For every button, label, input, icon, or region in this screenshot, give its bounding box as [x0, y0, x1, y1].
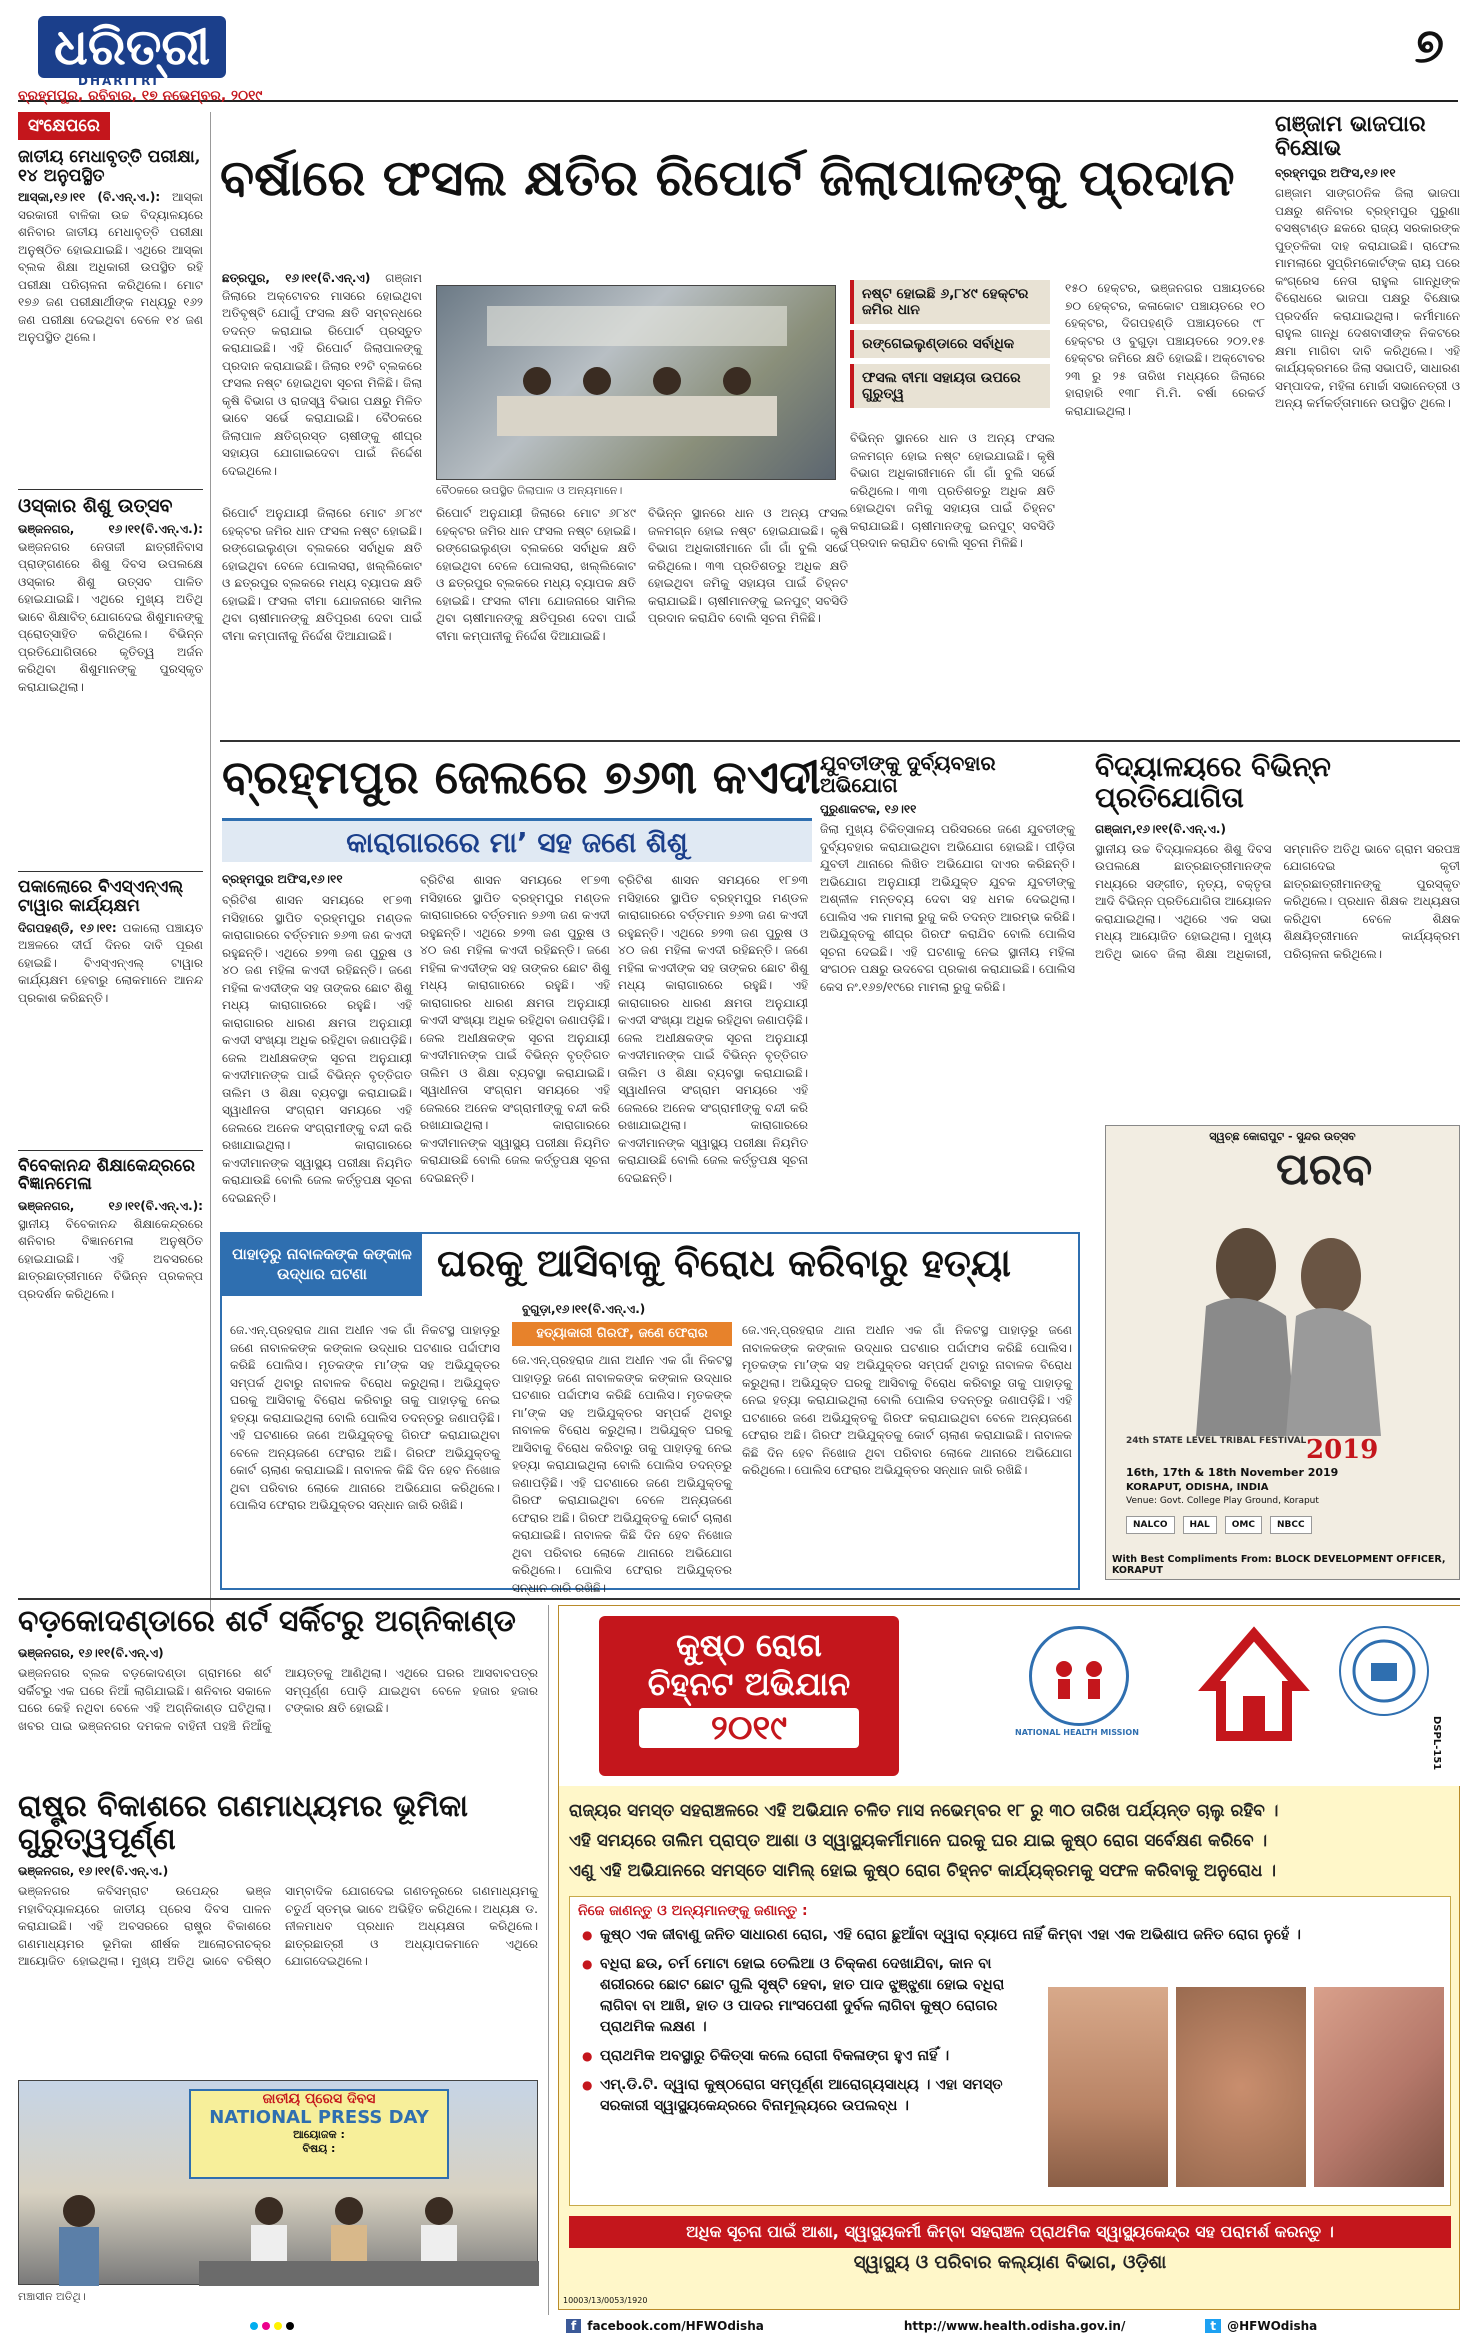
home-ribbon-icon [1199, 1626, 1309, 1746]
divider [18, 1150, 203, 1151]
parab-dates: 16th, 17th & 18th November 2019 [1126, 1466, 1339, 1479]
page-number: ୭ [1414, 18, 1444, 74]
section-rule [18, 1598, 1460, 1600]
nhm-label: NATIONAL HEALTH MISSION [1015, 1728, 1139, 1737]
meeting-photo-icon [437, 286, 837, 481]
murder-bar: ହତ୍ୟାକାରୀ ଗିରଫ, ଜଣେ ଫେରାର [512, 1322, 732, 1346]
jail-headline: ବ୍ରହ୍ମପୁର ଜେଲରେ ୭୬୩ କଏଦୀ [222, 750, 821, 804]
press-banner-en: NATIONAL PRESS DAY [209, 2107, 429, 2128]
press-body: ଭଞ୍ଜନଗର କବିସମ୍ରାଟ ଉପେନ୍ଦ୍ର ଭଞ୍ଜ ମହାବିଦ୍ୟାଳୟରେ ଜାତୀୟ ପ୍ରେସ ଦିବସ ପାଳନ କରାଯାଇଛି। ଏହି ଅବସରରେ ରାଷ୍ଟ୍ର ବିକାଶରେ ଗଣମାଧ୍ୟମର ଭୂମିକା ଶୀର୍ଷକ ଆଲୋଚନାଚକ୍ର ଆୟୋଜିତ ହୋଇଥିଲା। ମୁଖ୍ୟ ଅତିଥି ଭାବେ ବରିଷ୍ଠ ସାମ୍ବାଦିକ ଯୋଗଦେଇ ଗଣତନ୍ତ୍ରରେ ଗଣମାଧ୍ୟମକୁ ଚତୁର୍ଥ ସ୍ତମ୍ଭ ଭାବେ ଅଭିହିତ କରିଥିଲେ। ଅଧ୍ୟକ୍ଷ ଡ. ନୀଳମାଧବ ପ୍ରଧାନ ଅଧ୍ୟକ୍ଷତା କରିଥିଲେ। ଛାତ୍ରଛାତ୍ରୀ ଓ ଅଧ୍ୟାପକମାନେ ଏଥିରେ ଯୋଗଦେଇଥିଲେ। [18, 1884, 538, 1968]
misbehave-body: ଜିଲା ମୁଖ୍ୟ ଚିକିତ୍ସାଳୟ ପରିସରରେ ଜଣେ ଯୁବତୀଙ୍କୁ ଦୁର୍ବ୍ୟବହାର କରାଯାଇଥିବା ଅଭିଯୋଗ ହୋଇଛି। ପୀଡ଼ିତା ଯୁବତୀ ଥାନାରେ ଲିଖିତ ଅଭିଯୋଗ ଦାଏର କରିଛନ୍ତି। ଅଭିଯୋଗ ଅନୁଯାୟୀ ଅଭିଯୁକ୍ତ ଯୁବକ ଯୁବତୀଙ୍କୁ ଅଶ୍ଳୀଳ ମନ୍ତବ୍ୟ ଦେବା ସହ ଧମକ ଦେଇଥିଲା। ପୋଲିସ ଏକ ମାମଲା ରୁଜୁ କରି ତଦନ୍ତ ଆରମ୍ଭ କରିଛି। ଅଭିଯୁକ୍ତକୁ ଶୀଘ୍ର ଗିରଫ କରାଯିବ ବୋଲି ପୋଲିସ ସୂଚନା ଦେଇଛି। ଏହି ଘଟଣାକୁ ନେଇ ସ୍ଥାନୀୟ ମହିଳା ସଂଗଠନ ପକ୍ଷରୁ ଉଦବେଗ ପ୍ରକାଶ କରାଯାଇଛି। ପୋଲିସ କେସ ନଂ.୧୬୭/୧୯ରେ ମାମଲା ରୁଜୁ କରିଛି। [820, 822, 1075, 994]
brief-headline: ଜାତୀୟ ମେଧାବୃତ୍ତି ପରୀକ୍ଷା, ୧୪ ଅନୁପସ୍ଥିତ [18, 147, 201, 186]
press-story [18, 1790, 538, 2310]
bjp-body: ଗଞ୍ଜାମ ସାଙ୍ଗଠନିକ ଜିଲା ଭାଜପା ପକ୍ଷରୁ ଶନିବାର ବ୍ରହ୍ମପୁର ପୁରୁଣା ବସଷ୍ଟାଣ୍ଡ ଛକରେ ରାଜ୍ୟ ସରକାରଙ୍କ ପୁତ୍ତଳିକା ଦାହ କରାଯାଇଛି। ରାଫେଲ ମାମଲାରେ ସୁପ୍ରିମକୋର୍ଟଙ୍କ ରାୟ ପରେ କଂଗ୍ରେସ ନେତା ରାହୁଲ ଗାନ୍ଧିଙ୍କ ବିରୋଧରେ ଭାଜପା ପକ୍ଷରୁ ବିକ୍ଷୋଭ ପ୍ରଦର୍ଶନ କରାଯାଇଥିଲା। କର୍ମୀମାନେ ରାହୁଲ ଗାନ୍ଧି ଦେଶବାସୀଙ୍କ ନିକଟରେ କ୍ଷମା ମାଗିବା ଦାବି କରିଥିଲେ। ଏହି କାର୍ଯ୍ୟକ୍ରମରେ ଜିଲା ସଭାପତି, ସାଧାରଣ ସମ୍ପାଦକ, ମହିଳା ମୋର୍ଚ୍ଚା ସଭାନେତ୍ରୀ ଓ ଅନ୍ୟ କର୍ମକର୍ତ୍ତାମାନେ ଉପସ୍ଥିତ ଥିଲେ। [1275, 186, 1460, 411]
jail-body: ବ୍ରିଟିଶ ଶାସନ ସମୟରେ ୧୮୭୩ ମସିହାରେ ସ୍ଥାପିତ ବ୍ରହ୍ମପୁର ମଣ୍ଡଳ କାରାଗାରରେ ବର୍ତ୍ତମାନ ୭୬୩ ଜଣ କଏଦୀ ରହୁଛନ୍ତି। ଏଥିରେ ୭୨୩ ଜଣ ପୁରୁଷ ଓ ୪୦ ଜଣ ମହିଳା କଏଦୀ ରହିଛନ୍ତି। ଜଣେ ମହିଳା କଏଦୀଙ୍କ ସହ ତାଙ୍କର ଛୋଟ ଶିଶୁ ମଧ୍ୟ କାରାଗାରରେ ରହୁଛି। ଏହି କାରାଗାରର ଧାରଣ କ୍ଷମତା ଅନୁଯାୟୀ କଏଦୀ ସଂଖ୍ୟା ଅଧିକ ରହିଥିବା ଜଣାପଡ଼ିଛି। ଜେଲ ଅଧୀକ୍ଷକଙ୍କ ସୂଚନା ଅନୁଯାୟୀ କଏଦୀମାନଙ୍କ ପାଇଁ ବିଭିନ୍ନ ବୃତ୍ତିଗତ ତାଲିମ ଓ ଶିକ୍ଷା ବ୍ୟବସ୍ଥା କରାଯାଇଛି। ସ୍ୱାଧୀନତା ସଂଗ୍ରାମ ସମୟରେ ଏହି ଜେଲରେ ଅନେକ ସଂଗ୍ରାମୀଙ୍କୁ ବନ୍ଦୀ କରି ରଖାଯାଇଥିଲା। କାରାଗାରରେ କଏଦୀମାନଙ୍କ ସ୍ୱାସ୍ଥ୍ୟ ପରୀକ୍ଷା ନିୟମିତ କରାଯାଉଛି ବୋଲି ଜେଲ କର୍ତ୍ତୃପକ୍ଷ ସୂଚନା ଦେଇଛନ୍ତି। [618, 873, 808, 1185]
nhm-logo-icon [1029, 1626, 1129, 1726]
competition-headline: ବିଦ୍ୟାଳୟରେ ବିଭିନ୍ନ ପ୍ରତିଯୋଗିତା [1095, 750, 1331, 814]
murder-body: ଜେ.ଏନ୍.ପ୍ରହରାଜ ଥାନା ଅଧୀନ ଏକ ଗାଁ ନିକଟସ୍ଥ ପାହାଡ଼ରୁ ଜଣେ ନାବାଳକଙ୍କ କଙ୍କାଳ ଉଦ୍ଧାର ଘଟଣାର ପର୍ଦ୍ଦାଫାସ କରିଛି ପୋଲିସ। ମୃତକଙ୍କ ମା’ଙ୍କ ସହ ଅଭିଯୁକ୍ତର ସମ୍ପର୍କ ଥିବାରୁ ନାବାଳକ ବିରୋଧ କରୁଥିଲା। ଅଭିଯୁକ୍ତ ଘରକୁ ଆସିବାକୁ ବିରୋଧ କରିବାରୁ ତାକୁ ପାହାଡ଼କୁ ନେଇ ହତ୍ୟା କରାଯାଇଥିଲା ବୋଲି ପୋଲିସ ତଦନ୍ତରୁ ଜଣାପଡ଼ିଛି। ଏହି ଘଟଣାରେ ଜଣେ ଅଭିଯୁକ୍ତକୁ ଗିରଫ କରାଯାଇଥିବା ବେଳେ ଅନ୍ୟଜଣେ ଫେରାର ଅଛି। ଗିରଫ ଅଭିଯୁକ୍ତକୁ କୋର୍ଟ ଚାଲାଣ କରାଯାଇଛି। ନାବାଳକ କିଛି ଦିନ ହେବ ନିଖୋଜ ଥିବା ପରିବାର ଲୋକେ ଥାନାରେ ଅଭିଯୋଗ କରିଥିଲେ। ପୋଲିସ ଫେରାର ଅଭିଯୁକ୍ତର ସନ୍ଧାନ ଜାରି ରଖିଛି। [742, 1323, 1072, 1477]
fire-dateline: ଭଞ୍ଜନଗର, ୧୬।୧୧(ବି.ଏନ୍.ଏ) [18, 1646, 164, 1660]
brief-body: ଆସ୍କା ସରକାରୀ ବାଳିକା ଉଚ୍ଚ ବିଦ୍ୟାଳୟରେ ଶନିବାର ଜାତୀୟ ମେଧାବୃତ୍ତି ପରୀକ୍ଷା ଅନୁଷ୍ଠିତ ହୋଇଯାଇଛି। ଏଥିରେ ଆସ୍କା ବ୍ଲକ ଶିକ୍ଷା ଅଧିକାରୀ ଉପସ୍ଥିତ ରହି ପରୀକ୍ଷା ପରିଚାଳନା କରିଥିଲେ। ମୋଟ ୧୭୬ ଜଣ ପରୀକ୍ଷାର୍ଥୀଙ୍କ ମଧ୍ୟରୁ ୧୬୨ ଜଣ ପରୀକ୍ଷା ଦେଇଥିବା ବେଳେ ୧୪ ଜଣ ଅନୁପସ୍ଥିତ ଥିଲେ। [18, 190, 203, 345]
murder-body: ଜେ.ଏନ୍.ପ୍ରହରାଜ ଥାନା ଅଧୀନ ଏକ ଗାଁ ନିକଟସ୍ଥ ପାହାଡ଼ରୁ ଜଣେ ନାବାଳକଙ୍କ କଙ୍କାଳ ଉଦ୍ଧାର ଘଟଣାର ପର୍ଦ୍ଦାଫାସ କରିଛି ପୋଲିସ। ମୃତକଙ୍କ ମା’ଙ୍କ ସହ ଅଭିଯୁକ୍ତର ସମ୍ପର୍କ ଥିବାରୁ ନାବାଳକ ବିରୋଧ କରୁଥିଲା। ଅଭିଯୁକ୍ତ ଘରକୁ ଆସିବାକୁ ବିରୋଧ କରିବାରୁ ତାକୁ ପାହାଡ଼କୁ ନେଇ ହତ୍ୟା କରାଯାଇଥିଲା ବୋଲି ପୋଲିସ ତଦନ୍ତରୁ ଜଣାପଡ଼ିଛି। ଏହି ଘଟଣାରେ ଜଣେ ଅଭିଯୁକ୍ତକୁ ଗିରଫ କରାଯାଇଥିବା ବେଳେ ଅନ୍ୟଜଣେ ଫେରାର ଅଛି। ଗିରଫ ଅଭିଯୁକ୍ତକୁ କୋର୍ଟ ଚାଲାଣ କରାଯାଇଛି। ନାବାଳକ କିଛି ଦିନ ହେବ ନିଖୋଜ ଥିବା ପରିବାର ଲୋକେ ଥାନାରେ ଅଭିଯୋଗ କରିଥିଲେ। ପୋଲିସ ଫେରାର ଅଭିଯୁକ୍ତର ସନ୍ଧାନ ଜାରି ରଖିଛି। [230, 1323, 500, 1512]
lead-body: ରିପୋର୍ଟ ଅନୁଯାୟୀ ଜିଲାରେ ମୋଟ ୬୮୪୯ ହେକ୍ଟର ଜମିର ଧାନ ଫସଲ ନଷ୍ଟ ହୋଇଛି। ରଙ୍ଗେଇଲୁଣ୍ଡା ବ୍ଲକରେ ସର୍ବାଧିକ କ୍ଷତି ହୋଇଥିବା ବେଳେ ପୋଲସରା, ଖଲ୍ଲିକୋଟ ଓ ଛତ୍ରପୁର ବ୍ଲକରେ ମଧ୍ୟ ବ୍ୟାପକ କ୍ଷତି ହୋଇଛି। ଫସଲ ବୀମା ଯୋଜନାରେ ସାମିଲ ଥିବା ଚାଷୀମାନଙ୍କୁ କ୍ଷତିପୂରଣ ଦେବା ପାଇଁ ବୀମା କମ୍ପାନୀକୁ ନିର୍ଦ୍ଦେଶ ଦିଆଯାଇଛି। [436, 506, 636, 643]
odisha-emblem-icon [1339, 1626, 1429, 1716]
brief-item [18, 1157, 203, 1498]
guests-image [19, 2181, 539, 2286]
ad-title-block [599, 1616, 899, 1776]
fact-box: ନଷ୍ଟ ହୋଇଛି ୬,୮୪୯ ହେକ୍ଟର ଜମିର ଧାନ [850, 280, 1050, 324]
sponsor-logos [1126, 1516, 1312, 1534]
ad-info-box [569, 1896, 1451, 2206]
murder-kicker: ପାହାଡ଼ରୁ ନାବାଳକଙ୍କ କଙ୍କାଳ ଉଦ୍ଧାର ଘଟଣା [222, 1234, 422, 1296]
brief-body: ପକାଲୋ ପଞ୍ଚାୟତ ଅଞ୍ଚଳରେ ଦୀର୍ଘ ଦିନର ଦାବି ପୂରଣ ହୋଇଛି। ବିଏସ୍ଏନ୍ଏଲ୍ ଟାୱାର କାର୍ଯ୍ୟକ୍ଷମ ହେବାରୁ ଲୋକମାନେ ଆନନ୍ଦ ପ୍ରକାଶ କରିଛନ୍ତି। [18, 920, 204, 1005]
skin-patch-image [1048, 1987, 1168, 2187]
jail-body: ବ୍ରିଟିଶ ଶାସନ ସମୟରେ ୧୮୭୩ ମସିହାରେ ସ୍ଥାପିତ ବ୍ରହ୍ମପୁର ମଣ୍ଡଳ କାରାଗାରରେ ବର୍ତ୍ତମାନ ୭୬୩ ଜଣ କଏଦୀ ରହୁଛନ୍ତି। ଏଥିରେ ୭୨୩ ଜଣ ପୁରୁଷ ଓ ୪୦ ଜଣ ମହିଳା କଏଦୀ ରହିଛନ୍ତି। ଜଣେ ମହିଳା କଏଦୀଙ୍କ ସହ ତାଙ୍କର ଛୋଟ ଶିଶୁ ମଧ୍ୟ କାରାଗାରରେ ରହୁଛି। ଏହି କାରାଗାରର ଧାରଣ କ୍ଷମତା ଅନୁଯାୟୀ କଏଦୀ ସଂଖ୍ୟା ଅଧିକ ରହିଥିବା ଜଣାପଡ଼ିଛି। ଜେଲ ଅଧୀକ୍ଷକଙ୍କ ସୂଚନା ଅନୁଯାୟୀ କଏଦୀମାନଙ୍କ ପାଇଁ ବିଭିନ୍ନ ବୃତ୍ତିଗତ ତାଲିମ ଓ ଶିକ୍ଷା ବ୍ୟବସ୍ଥା କରାଯାଇଛି। ସ୍ୱାଧୀନତା ସଂଗ୍ରାମ ସମୟରେ ଏହି ଜେଲରେ ଅନେକ ସଂଗ୍ରାମୀଙ୍କୁ ବନ୍ଦୀ କରି ରଖାଯାଇଥିଲା। କାରାଗାରରେ କଏଦୀମାନଙ୍କ ସ୍ୱାସ୍ଥ୍ୟ ପରୀକ୍ଷା ନିୟମିତ କରାଯାଉଛି ବୋଲି ଜେଲ କର୍ତ୍ତୃପକ୍ଷ ସୂଚନା ଦେଇଛନ୍ତି। [222, 893, 412, 1205]
dancers-image [1146, 1196, 1426, 1436]
facebook-icon: f [566, 2319, 581, 2333]
brief-headline: ପକାଲୋରେ ବିଏସ୍ଏନ୍ଏଲ୍ ଟାୱାର କାର୍ଯ୍ୟକ୍ଷମ [18, 877, 184, 916]
ad-contact: ଅଧିକ ସୂଚନା ପାଇଁ ଆଶା, ସ୍ୱାସ୍ଥ୍ୟକର୍ମୀ କିମ୍ବା ସହରାଞ୍ଚଳ ପ୍ରାଥମିକ ସ୍ୱାସ୍ଥ୍ୟକେନ୍ଦ୍ର ସହ ପରାମର୍ଶ କରନ୍ତୁ । [569, 2216, 1451, 2248]
column-rule [210, 112, 211, 1612]
misbehave-headline: ଯୁବତୀଙ୍କୁ ଦୁର୍ବ୍ୟବହାର ଅଭିଯୋଗ [820, 751, 996, 797]
leprosy-ad [558, 1605, 1460, 2310]
website-link[interactable]: http://www.health.odisha.gov.in/ [903, 2319, 1126, 2333]
ad-point: ● ଏମ୍.ଡି.ଟି. ଦ୍ୱାରା କୁଷ୍ଠରୋଗ ସମ୍ପୂର୍ଣ୍ଣ ଆରୋଗ୍ୟସାଧ୍ୟ । ଏହା ସମସ୍ତ ସରକାରୀ ସ୍ୱାସ୍ଥ୍ୟକେନ୍ଦ୍ରରେ ବିନାମୂଲ୍ୟରେ ଉପଲବ୍ଧ । [578, 2075, 1028, 2117]
ad-message: ଏଣୁ ଏହି ଅଭିଯାନରେ ସମସ୍ତେ ସାମିଲ୍ ହୋଇ କୁଷ୍ଠ ରୋଗ ଚିହ୍ନଟ କାର୍ଯ୍ୟକ୍ରମକୁ ସଫଳ କରିବାକୁ ଅନୁରୋଧ । [569, 1861, 1276, 1881]
fact-box: ରଙ୍ଗେଇଲୁଣ୍ଡାରେ ସର୍ବାଧିକ [850, 330, 1050, 358]
brief-headline: ଓସ୍କାର ଶିଶୁ ଉତ୍ସବ [18, 495, 173, 518]
press-caption: ମଞ୍ଚାସୀନ ଅତିଥି। [18, 2290, 86, 2303]
lead-dateline: ଛତ୍ରପୁର, ୧୬।୧୧(ବି.ଏନ୍.ଏ) [222, 271, 371, 285]
fact-box: ଫସଲ ବୀମା ସହାୟତା ଉପରେ ଗୁରୁତ୍ୱ [850, 364, 1050, 408]
divider [18, 489, 203, 490]
parab-title: ପରବ [1276, 1144, 1373, 1195]
lead-photo [436, 285, 836, 480]
fire-story [18, 1605, 538, 1785]
ad-title: କୁଷ୍ଠ ରୋଗ [676, 1626, 822, 1664]
jail-dateline: ବ୍ରହ୍ମପୁର ଅଫିସ,୧୬।୧୧ [222, 872, 343, 886]
twitter-icon: t [1205, 2319, 1221, 2333]
newspaper-logo: ଧରିତ୍ରୀ [38, 16, 226, 78]
ear-image [1176, 1987, 1306, 2187]
press-photo [18, 2080, 538, 2285]
lead-body: ବିଭିନ୍ନ ସ୍ଥାନରେ ଧାନ ଓ ଅନ୍ୟ ଫସଲ ଜଳମଗ୍ନ ହୋଇ ନଷ୍ଟ ହୋଇଯାଇଛି। କୃଷି ବିଭାଗ ଅଧିକାରୀମାନେ ଗାଁ ଗାଁ ବୁଲି ସର୍ଭେ କରିଥିଲେ। ୩୩ ପ୍ରତିଶତରୁ ଅଧିକ କ୍ଷତି ହୋଇଥିବା ଜମିକୁ ସହାୟତା ପାଇଁ ଚିହ୍ନଟ କରାଯାଇଛି। ଚାଷୀମାନଙ୍କୁ ଇନପୁଟ୍ ସବସିଡି ପ୍ରଦାନ କରାଯିବ ବୋଲି ସୂଚନା ମିଳିଛି। [648, 506, 848, 625]
fire-headline: ବଡ଼କୋଦଣ୍ଡାରେ ଶର୍ଟ ସର୍କିଟରୁ ଅଗ୍ନିକାଣ୍ଡ [18, 1604, 516, 1639]
brief-dateline: ଆସ୍କା,୧୬।୧୧ (ବି.ଏନ୍.ଏ.): [18, 190, 161, 205]
lead-body: ବିଭିନ୍ନ ସ୍ଥାନରେ ଧାନ ଓ ଅନ୍ୟ ଫସଲ ଜଳମଗ୍ନ ହୋଇ ନଷ୍ଟ ହୋଇଯାଇଛି। କୃଷି ବିଭାଗ ଅଧିକାରୀମାନେ ଗାଁ ଗାଁ ବୁଲି ସର୍ଭେ କରିଥିଲେ। ୩୩ ପ୍ରତିଶତରୁ ଅଧିକ କ୍ଷତି ହୋଇଥିବା ଜମିକୁ ସହାୟତା ପାଇଁ ଚିହ୍ନଟ କରାଯାଇଛି। ଚାଷୀମାନଙ୍କୁ ଇନପୁଟ୍ ସବସିଡି ପ୍ରଦାନ କରାଯିବ ବୋଲି ସୂଚନା ମିଳିଛି। [850, 431, 1055, 550]
facebook-link[interactable]: f facebook.com/HFWOdisha [566, 2319, 764, 2333]
section-rule [220, 740, 1460, 742]
parab-place: KORAPUT, ODISHA, INDIA [1126, 1482, 1269, 1493]
parab-ad [1105, 1125, 1460, 1580]
brief-body: ଭଞ୍ଜନଗର ନେତାଜୀ ଛାତ୍ରୀନିବାସ ପ୍ରାଙ୍ଗଣରେ ଶିଶୁ ଦିବସ ଉପଲକ୍ଷେ ଓସ୍କାର ଶିଶୁ ଉତ୍ସବ ପାଳିତ ହୋଇଯାଇଛି। ଏଥିରେ ମୁଖ୍ୟ ଅତିଥି ଭାବେ ଶିକ୍ଷାବିତ୍ ଯୋଗଦେଇ ଶିଶୁମାନଙ୍କୁ ପ୍ରୋତ୍ସାହିତ କରିଥିଲେ। ବିଭିନ୍ନ ପ୍ରତିଯୋଗିତାରେ କୃତିତ୍ୱ ଅର୍ଜନ କରିଥିବା ଶିଶୁମାନଙ୍କୁ ପୁରସ୍କୃତ କରାଯାଇଥିଲା। [18, 539, 203, 694]
sponsor-logo: OMC [1225, 1516, 1262, 1534]
misbehave-dateline: ପୁରୁଣାକଟକ, ୧୬।୧୧ [820, 802, 917, 816]
parab-compliments: With Best Compliments From: BLOCK DEVELOPMENT OFFICER, KORAPUT [1112, 1554, 1446, 1576]
ad-code: DSPL-151 [1431, 1716, 1442, 1771]
bjp-headline: ଗଞ୍ଜାମ ଭାଜପାର ବିକ୍ଷୋଭ [1275, 111, 1426, 162]
sponsor-logo: HAL [1183, 1516, 1217, 1534]
lead-photo-caption: ବୈଠକରେ ଉପସ୍ଥିତ ଜିଲାପାଳ ଓ ଅନ୍ୟମାନେ। [436, 484, 623, 497]
lead-headline: ବର୍ଷାରେ ଫସଲ କ୍ଷତିର ରିପୋର୍ଟ ଜିଲାପାଳଙ୍କୁ ପ୍ରଦାନ [220, 148, 1235, 207]
ad-message: ରାଜ୍ୟର ସମସ୍ତ ସହରାଞ୍ଚଳରେ ଏହି ଅଭିଯାନ ଚଳିତ ମାସ ନଭେମ୍ବର ୧୮ ରୁ ୩୦ ତାରିଖ ପର୍ଯ୍ୟନ୍ତ ଚାଲୁ ରହିବ । [569, 1801, 1279, 1821]
ad-point: ● କୁଷ୍ଠ ଏକ ଜୀବାଣୁ ଜନିତ ସାଧାରଣ ରୋଗ, ଏହି ରୋଗ ଛୁଆଁବା ଦ୍ୱାରା ବ୍ୟାପେ ନାହିଁ କିମ୍ବା ଏହା ଏକ ଅଭିଶାପ ଜନିତ ରୋଗ ନୁହେଁ । [578, 1925, 1442, 1946]
brief-item [18, 148, 203, 479]
brief-dateline: ଭଞ୍ଜନଗର, ୧୬।୧୧(ବି.ଏନ୍.ଏ.): [18, 522, 203, 537]
family-icon [1032, 1629, 1126, 1723]
ad-title: ଚିହ୍ନଟ ଅଭିଯାନ [647, 1665, 851, 1703]
ad-social-bar [558, 2315, 1460, 2337]
ad-message: ଏହି ସମୟରେ ତାଲିମ ପ୍ରାପ୍ତ ଆଶା ଓ ସ୍ୱାସ୍ଥ୍ୟକର୍ମୀମାନେ ଘରକୁ ଘର ଯାଇ କୁଷ୍ଠ ରୋଗ ସର୍ବେକ୍ଷଣ କରିବେ । [569, 1831, 1268, 1851]
murder-dateline: ବୁଗୁଡ଼ା,୧୬।୧୧(ବି.ଏନ୍.ଏ.) [522, 1302, 646, 1316]
ad-know-label: ନିଜେ ଜାଣନ୍ତୁ ଓ ଅନ୍ୟମାନଙ୍କୁ ଜଣାନ୍ତୁ : [578, 1903, 808, 1919]
ad-year: ୨୦୧୯ [639, 1708, 859, 1748]
competition-story [1095, 752, 1460, 1112]
fire-body: ଭଞ୍ଜନଗର ବ୍ଲକ ବଡ଼କୋଦଣ୍ଡା ଗ୍ରାମରେ ଶର୍ଟ ସର୍କିଟରୁ ଏକ ଘରେ ନିଆଁ ଲାଗିଯାଇଛି। ଶନିବାର ସକାଳେ ଘରେ କେହି ନଥିବା ବେଳେ ଏହି ଅଗ୍ନିକାଣ୍ଡ ଘଟିଥିଲା। ଖବର ପାଇ ଭଞ୍ଜନଗର ଦମକଳ ବାହିନୀ ପହଞ୍ଚି ନିଆଁକୁ ଆୟତ୍ତକୁ ଆଣିଥିଲା। ଏଥିରେ ଘରର ଆସବାବପତ୍ର ସମ୍ପୂର୍ଣ୍ଣ ପୋଡ଼ି ଯାଇଥିବା ବେଳେ ହଜାର ହଜାର ଟଙ୍କାର କ୍ଷତି ହୋଇଛି। [18, 1666, 538, 1733]
lead-body: ୧୫୦ ହେକ୍ଟର, ଭଞ୍ଜନଗର ପଞ୍ଚାୟତରେ ୭୦ ହେକ୍ଟର, କଳାକୋଟ ପଞ୍ଚାୟତରେ ୧୦ ହେକ୍ଟର, ଦିଗପହଣ୍ଡି ପଞ୍ଚାୟତରେ ୯୮ ହେକ୍ଟର ଓ ବୁଗୁଡ଼ା ପଞ୍ଚାୟତରେ ୨୦୨.୧୫ ହେକ୍ଟର ଜମିରେ କ୍ଷତି ହୋଇଛି। ଅକ୍ଟୋବର ୨୩ ରୁ ୨୫ ତାରିଖ ମଧ୍ୟରେ ଜିଲାରେ ହାରାହାରି ୧୩୮ ମି.ମି. ବର୍ଷା ରେକର୍ଡ କରାଯାଇଥିଲା। [1065, 281, 1265, 418]
parab-venue: Venue: Govt. College Play Ground, Koraput [1126, 1496, 1319, 1506]
ad-messages [569, 1796, 1451, 1886]
jail-subhead: କାରାଗାରରେ ମା’ ସହ ଜଣେ ଶିଶୁ [222, 818, 812, 862]
press-banner-topic: ବିଷୟ : [302, 2142, 336, 2155]
logo-subtitle: DHARITRI [78, 74, 159, 88]
bjp-dateline: ବ୍ରହ୍ମପୁର ଅଫିସ,୧୬।୧୧ [1275, 166, 1396, 181]
ad-point: ● ବଧିରା ଛଉ, ଚର୍ମ ମୋଟା ହୋଇ ତେଲିଆ ଓ ଚିକ୍କଣ ଦେଖାଯିବା, କାନ ବା ଶରୀରରେ ଛୋଟ ଛୋଟ ଗୁଲି ସୃଷ୍ଟି ହେବା, ହାତ ପାଦ ଝୁଞ୍ଝୁଣା ହୋଇ ବଧିରା ଲାଗିବା ବା ଆଖି, ହାତ ଓ ପାଦର ମାଂସପେଶୀ ଦୁର୍ବଳ ଲାଗିବା କୁଷ୍ଠ ରୋଗର ପ୍ରାଥମିକ ଲକ୍ଷଣ । [578, 1954, 1028, 2038]
masthead [18, 10, 1458, 102]
bjp-story [1275, 112, 1460, 732]
hand-image [1314, 1987, 1444, 2187]
press-dateline: ଭଞ୍ଜନଗର, ୧୬।୧୧(ବି.ଏନ୍.ଏ.) [18, 1864, 169, 1878]
misbehave-story [820, 752, 1075, 1222]
ad-dept: ସ୍ୱାସ୍ଥ୍ୟ ଓ ପରିବାର କଲ୍ୟାଣ ବିଭାଗ, ଓଡ଼ିଶା [853, 2252, 1167, 2273]
competition-dateline: ଗଞ୍ଜାମ,୧୬।୧୧(ବି.ଏନ୍.ଏ.) [1095, 821, 1226, 836]
murder-headline: ଘରକୁ ଆସିବାକୁ ବିରୋଧ କରିବାରୁ ହତ୍ୟା [437, 1240, 1011, 1285]
press-banner-title: ଜାତୀୟ ପ୍ରେସ ଦିବସ [262, 2091, 376, 2107]
parab-top: ସ୍ୱଚ୍ଛ କୋରାପୁଟ - ସୁନ୍ଦର ଉତ୍ସବ [1209, 1130, 1356, 1143]
brief-item [18, 496, 203, 861]
brief-column [18, 112, 203, 1622]
press-banner-org: ଆୟୋଜକ : [293, 2128, 345, 2141]
press-headline: ରାଷ୍ଟ୍ର ବିକାଶରେ ଗଣମାଧ୍ୟମର ଭୂମିକା ଗୁରୁତ୍ୱପୂର୍ଣ୍ଣ [18, 1789, 468, 1857]
jail-body: ବ୍ରିଟିଶ ଶାସନ ସମୟରେ ୧୮୭୩ ମସିହାରେ ସ୍ଥାପିତ ବ୍ରହ୍ମପୁର ମଣ୍ଡଳ କାରାଗାରରେ ବର୍ତ୍ତମାନ ୭୬୩ ଜଣ କଏଦୀ ରହୁଛନ୍ତି। ଏଥିରେ ୭୨୩ ଜଣ ପୁରୁଷ ଓ ୪୦ ଜଣ ମହିଳା କଏଦୀ ରହିଛନ୍ତି। ଜଣେ ମହିଳା କଏଦୀଙ୍କ ସହ ତାଙ୍କର ଛୋଟ ଶିଶୁ ମଧ୍ୟ କାରାଗାରରେ ରହୁଛି। ଏହି କାରାଗାରର ଧାରଣ କ୍ଷମତା ଅନୁଯାୟୀ କଏଦୀ ସଂଖ୍ୟା ଅଧିକ ରହିଥିବା ଜଣାପଡ଼ିଛି। ଜେଲ ଅଧୀକ୍ଷକଙ୍କ ସୂଚନା ଅନୁଯାୟୀ କଏଦୀମାନଙ୍କ ପାଇଁ ବିଭିନ୍ନ ବୃତ୍ତିଗତ ତାଲିମ ଓ ଶିକ୍ଷା ବ୍ୟବସ୍ଥା କରାଯାଇଛି। ସ୍ୱାଧୀନତା ସଂଗ୍ରାମ ସମୟରେ ଏହି ଜେଲରେ ଅନେକ ସଂଗ୍ରାମୀଙ୍କୁ ବନ୍ଦୀ କରି ରଖାଯାଇଥିଲା। କାରାଗାରରେ କଏଦୀମାନଙ୍କ ସ୍ୱାସ୍ଥ୍ୟ ପରୀକ୍ଷା ନିୟମିତ କରାଯାଉଛି ବୋଲି ଜେଲ କର୍ତ୍ତୃପକ୍ଷ ସୂଚନା ଦେଇଛନ୍ତି। [420, 873, 610, 1185]
murder-body: ଜେ.ଏନ୍.ପ୍ରହରାଜ ଥାନା ଅଧୀନ ଏକ ଗାଁ ନିକଟସ୍ଥ ପାହାଡ଼ରୁ ଜଣେ ନାବାଳକଙ୍କ କଙ୍କାଳ ଉଦ୍ଧାର ଘଟଣାର ପର୍ଦ୍ଦାଫାସ କରିଛି ପୋଲିସ। ମୃତକଙ୍କ ମା’ଙ୍କ ସହ ଅଭିଯୁକ୍ତର ସମ୍ପର୍କ ଥିବାରୁ ନାବାଳକ ବିରୋଧ କରୁଥିଲା। ଅଭିଯୁକ୍ତ ଘରକୁ ଆସିବାକୁ ବିରୋଧ କରିବାରୁ ତାକୁ ପାହାଡ଼କୁ ନେଇ ହତ୍ୟା କରାଯାଇଥିଲା ବୋଲି ପୋଲିସ ତଦନ୍ତରୁ ଜଣାପଡ଼ିଛି। ଏହି ଘଟଣାରେ ଜଣେ ଅଭିଯୁକ୍ତକୁ ଗିରଫ କରାଯାଇଥିବା ବେଳେ ଅନ୍ୟଜଣେ ଫେରାର ଅଛି। ଗିରଫ ଅଭିଯୁକ୍ତକୁ କୋର୍ଟ ଚାଲାଣ କରାଯାଇଛି। ନାବାଳକ କିଛି ଦିନ ହେବ ନିଖୋଜ ଥିବା ପରିବାର ଲୋକେ ଥାନାରେ ଅଭିଯୋଗ କରିଥିଲେ। ପୋଲିସ ଫେରାର ଅଭିଯୁକ୍ତର ସନ୍ଧାନ ଜାରି ରଖିଛି। [512, 1353, 732, 1595]
ad-ref: 10003/13/0053/1920 [563, 2296, 648, 2305]
murder-story [220, 1232, 1080, 1595]
lead-facts [850, 280, 1050, 414]
brief-body: ସ୍ଥାନୀୟ ବିବେକାନନ୍ଦ ଶିକ୍ଷାକେନ୍ଦ୍ରରେ ଶନିବାର ବିଜ୍ଞାନମେଳା ଅନୁଷ୍ଠିତ ହୋଇଯାଇଛି। ଏହି ଅବସରରେ ଛାତ୍ରଛାତ୍ରୀମାନେ ବିଭିନ୍ନ ପ୍ରକଳ୍ପ ପ୍ରଦର୍ଶନ କରିଥିଲେ। [18, 1216, 203, 1301]
brief-dateline: ଦିଗପହଣ୍ଡି, ୧୬।୧୧: [18, 920, 117, 935]
edition-dateline: ବ୍ରହ୍ମପୁର, ରବିବାର, ୧୭ ନଭେମ୍ବର, ୨୦୧୯ [18, 88, 263, 104]
brief-dateline: ଭଞ୍ଜନଗର, ୧୬।୧୧(ବି.ଏନ୍.ଏ.): [18, 1199, 203, 1214]
ad-point: ● ପ୍ରାଥମିକ ଅବସ୍ଥାରୁ ଚିକିତ୍ସା କଲେ ରୋଗୀ ବିକଳାଙ୍ଗ ହୁଏ ନାହିଁ । [578, 2046, 1028, 2067]
lead-body: ରିପୋର୍ଟ ଅନୁଯାୟୀ ଜିଲାରେ ମୋଟ ୬୮୪୯ ହେକ୍ଟର ଜମିର ଧାନ ଫସଲ ନଷ୍ଟ ହୋଇଛି। ରଙ୍ଗେଇଲୁଣ୍ଡା ବ୍ଲକରେ ସର୍ବାଧିକ କ୍ଷତି ହୋଇଥିବା ବେଳେ ପୋଲସରା, ଖଲ୍ଲିକୋଟ ଓ ଛତ୍ରପୁର ବ୍ଲକରେ ମଧ୍ୟ ବ୍ୟାପକ କ୍ଷତି ହୋଇଛି। ଫସଲ ବୀମା ଯୋଜନାରେ ସାମିଲ ଥିବା ଚାଷୀମାନଙ୍କୁ କ୍ଷତିପୂରଣ ଦେବା ପାଇଁ ବୀମା କମ୍ପାନୀକୁ ନିର୍ଦ୍ଦେଶ ଦିଆଯାଇଛି। [222, 506, 422, 643]
print-registration-marks [250, 2322, 294, 2330]
sponsor-logo: NALCO [1126, 1516, 1175, 1534]
parab-year: 2019 [1306, 1435, 1379, 1465]
divider [18, 871, 203, 872]
brief-headline: ବିବେକାନନ୍ଦ ଶିକ୍ଷାକେନ୍ଦ୍ରରେ ବିଜ୍ଞାନମେଳା [18, 1155, 196, 1195]
competition-body: ସ୍ଥାନୀୟ ଉଚ୍ଚ ବିଦ୍ୟାଳୟରେ ଶିଶୁ ଦିବସ ଉପଲକ୍ଷେ ଛାତ୍ରଛାତ୍ରୀମାନଙ୍କ ମଧ୍ୟରେ ସଙ୍ଗୀତ, ନୃତ୍ୟ, ବକ୍ତୃତା ଆଦି ବିଭିନ୍ନ ପ୍ରତିଯୋଗିତା ଆୟୋଜନ କରାଯାଇଥିଲା। ଏଥିରେ ଏକ ସଭା ମଧ୍ୟ ଆୟୋଜିତ ହୋଇଥିଲା। ମୁଖ୍ୟ ଅତିଥି ଭାବେ ଜିଲା ଶିକ୍ଷା ଅଧିକାରୀ, ସମ୍ମାନିତ ଅତିଥି ଭାବେ ଗ୍ରାମ ସରପଞ୍ଚ ଯୋଗଦେଇ କୃତୀ ଛାତ୍ରଛାତ୍ରୀମାନଙ୍କୁ ପୁରସ୍କୃତ କରିଥିଲେ। ପ୍ରଧାନ ଶିକ୍ଷକ ଅଧ୍ୟକ୍ଷତା କରିଥିବା ବେଳେ ଶିକ୍ଷକ ଶିକ୍ଷୟିତ୍ରୀମାନେ କାର୍ଯ୍ୟକ୍ରମ ପରିଚାଳନା କରିଥିଲେ। [1095, 841, 1460, 961]
sponsor-logo: NBCC [1270, 1516, 1312, 1534]
parab-fest: 24th STATE LEVEL TRIBAL FESTIVAL [1126, 1436, 1307, 1446]
brief-tag: ସଂକ୍ଷେପରେ [18, 112, 110, 140]
press-banner [189, 2089, 449, 2179]
column-rule [548, 1605, 549, 2315]
brief-item [18, 878, 203, 1139]
lead-body: ଗଞ୍ଜାମ ଜିଲାରେ ଅକ୍ଟୋବର ମାସରେ ହୋଇଥିବା ଅତିବୃଷ୍ଟି ଯୋଗୁଁ ଫସଲ କ୍ଷତି ସମ୍ବନ୍ଧରେ ତଦନ୍ତ କରାଯାଇ ରିପୋର୍ଟ ପ୍ରସ୍ତୁତ କରାଯାଇଛି। ଏହି ରିପୋର୍ଟ ଜିଲାପାଳଙ୍କୁ ପ୍ରଦାନ କରାଯାଇଛି। ଜିଲାର ୧୨ଟି ବ୍ଲକରେ ଫସଲ ନଷ୍ଟ ହୋଇଥିବା ସୂଚନା ମିଳିଛି। ଜିଲା କୃଷି ବିଭାଗ ଓ ରାଜସ୍ୱ ବିଭାଗ ପକ୍ଷରୁ ମିଳିତ ଭାବେ ସର୍ଭେ କରାଯାଇଛି। ବୈଠକରେ ଜିଲାପାଳ କ୍ଷତିଗ୍ରସ୍ତ ଚାଷୀଙ୍କୁ ଶୀଘ୍ର ସହାୟତା ଯୋଗାଇଦେବା ପାଇଁ ନିର୍ଦ୍ଦେଶ ଦେଇଥିଲେ। [222, 271, 422, 478]
twitter-link[interactable]: t @HFWOdisha [1205, 2319, 1317, 2333]
